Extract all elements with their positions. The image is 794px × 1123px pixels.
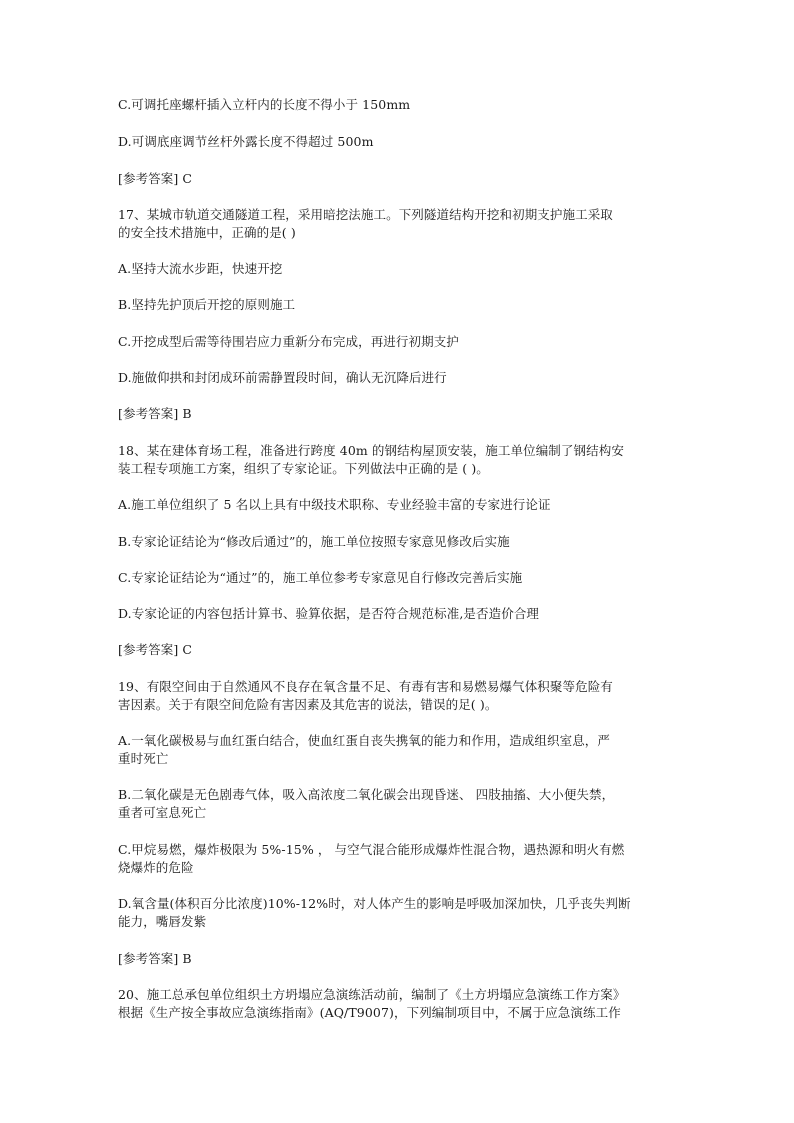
option-b-q18: B.专家论证结论为“修改后通过”的，施工单位按照专家意见修改后实施	[118, 534, 510, 549]
question-18-line-2: 装工程专项施工方案，组织了专家论证。下列做法中正确的是 ( )。	[118, 461, 489, 476]
option-c-q19-line-1: C.甲烷易燃，爆炸极限为 5%-15% ， 与空气混合能形成爆炸性混合物，遇热源和明火有燃	[118, 842, 625, 857]
option-b-q17: B.坚持先护顶后开挖的原则施工	[118, 297, 296, 312]
question-18-line-1: 18、某在建体育场工程，准备进行跨度 40m 的钢结构屋顶安装，施工单位编制了钢结构安	[118, 443, 624, 458]
answer-q18: [参考答案] C	[118, 642, 193, 657]
option-d-q17: D.施做仰拱和封闭成环前需静置段时间，确认无沉降后进行	[118, 370, 447, 385]
option-d-q16: D.可调底座调节丝杆外露长度不得超过 500m	[118, 134, 374, 149]
option-c-q18: C.专家论证结论为“通过”的，施工单位参考专家意见自行修改完善后实施	[118, 570, 523, 585]
option-c-q17: C.开挖成型后需等待围岩应力重新分布完成，再进行初期支护	[118, 334, 459, 349]
answer-q16: [参考答案] C	[118, 171, 193, 186]
option-a-q19-line-2: 重时死亡	[118, 751, 169, 766]
option-d-q19-line-2: 能力，嘴唇发紫	[118, 914, 207, 929]
option-c-q19-line-2: 烧爆炸的危险	[118, 860, 194, 875]
question-19-line-1: 19、有限空间由于自然通风不良存在氧含量不足、有毒有害和易燃易爆气体积聚等危险有	[118, 679, 613, 694]
question-20-line-2: 根据《生产按全事故应急演练指南》(AQ/T9007)，下列编制项目中，不属于应急演练工作	[118, 1005, 621, 1020]
question-19-line-2: 害因素。关于有限空间危险有害因素及其危害的说法，错误的足( )。	[118, 697, 498, 712]
option-b-q19-line-2: 重者可室息死亡	[118, 805, 207, 820]
option-a-q17: A.坚持大流水步距，快速开挖	[118, 261, 283, 276]
option-d-q18: D.专家论证的内容包括计算书、验算依据，是否符合规范标准,是否造价合理	[118, 606, 540, 621]
option-d-q19-line-1: D.氧含量(体积百分比浓度)10%-12%时，对人体产生的影响是呼吸加深加快，几乎丧失判断	[118, 896, 631, 911]
question-20-line-1: 20、施工总承包单位组织土方坍塌应急演练活动前，编制了《土方坍塌应急演练工作方案》	[118, 987, 626, 1002]
question-17-line-1: 17、某城市轨道交通隧道工程，采用暗挖法施工。下列隧道结构开挖和初期支护施工采取	[118, 207, 613, 222]
option-b-q19-line-1: B.二氧化碳是无色剧毒气体，吸入高浓度二氧化碳会出现昏迷、 四肢抽搐、大小便失禁，	[118, 787, 615, 802]
question-17-line-2: 的安全技术措施中，正确的是( )	[118, 225, 296, 240]
option-c-q16: C.可调托座螺杆插入立杆内的长度不得小于 150mm	[118, 97, 411, 112]
option-a-q18: A.施工单位组织了 5 名以上具有中级技术职称、专业经验丰富的专家进行论证	[118, 497, 551, 512]
answer-q17: [参考答案] B	[118, 406, 192, 421]
option-a-q19-line-1: A.一氧化碳极易与血红蛋白结合，使血红蛋自丧失携氧的能力和作用，造成组织室息，严	[118, 733, 611, 748]
answer-q19: [参考答案] B	[118, 951, 192, 966]
